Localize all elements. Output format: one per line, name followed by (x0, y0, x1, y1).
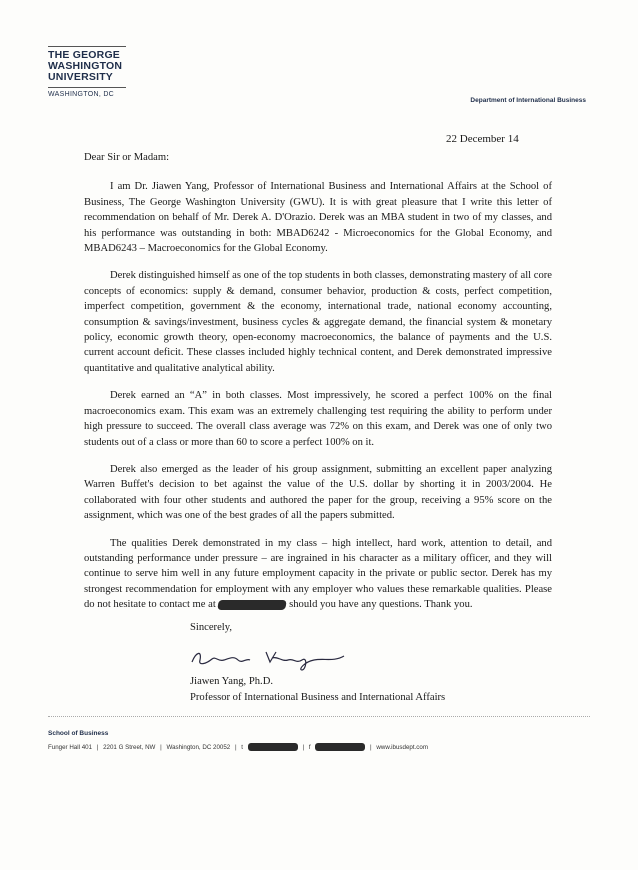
footer-school: School of Business (48, 730, 109, 737)
signer-name: Jiawen Yang, Ph.D. (190, 676, 273, 687)
letter-date: 22 December 14 (446, 133, 519, 145)
logo-line-1: THE GEORGE (48, 49, 121, 61)
logo-city: WASHINGTON, DC (48, 91, 115, 98)
department-name: Department of International Business (470, 97, 586, 104)
paragraph-intro: I am Dr. Jiawen Yang, Professor of International Business and International Affairs at the School of Business, The George Washington University (GWU). It is with great pleasure that I write this letter of recommendation on behalf of Mr. Derek A. D'Orazio. Derek was an MBA student in two of my classes, and his performance was outstanding in both: MBAD6242 - Microeconomics for the Global Economy, and MBAD6243 – Macroeconomics for the Global Economy. (84, 181, 552, 255)
redacted-fax (315, 743, 365, 751)
sincerely-text: Sincerely, (190, 622, 232, 633)
footer-address-2: 2201 G Street, NW (103, 743, 156, 751)
footer-separator: | (370, 743, 372, 751)
logo-line-3: UNIVERSITY (48, 71, 114, 83)
paragraph-recommendation (84, 536, 552, 613)
footer-contact-row (48, 743, 431, 751)
logo-rule-bottom (48, 87, 126, 88)
footer-separator: | (160, 743, 162, 751)
closing-block (190, 620, 445, 706)
recommendation-text: The qualities Derek demonstrated in my class – high intellect, hard work, attention to detail, and outstanding performance under pressure – are ingrained in his character as a military officer, and they will continue to serve him well in any future employment capacity in the private or public sector. Derek has my strongest recommendation for employment with any employer who values these remarkable qualities. Please do not hesitate to contact me at (84, 537, 552, 611)
footer-phone-label: t (241, 743, 244, 751)
footer (48, 730, 431, 751)
redacted-contact (218, 600, 287, 610)
redacted-phone (248, 743, 298, 751)
footer-website[interactable]: www.ibusdept.com (376, 743, 428, 751)
logo-rule-top (48, 46, 126, 47)
footer-fax-label: f (308, 743, 311, 751)
paragraph-distinction: Derek distinguished himself as one of the top students in both classes, demonstrating mastery of all core concepts of economics: supply & demand, consumer behavior, production & costs, perfect competition, imperfect competition, government & the economy, international trade, national economy accounting, consumption & savings/investment, business cycles & aggregate demand, the financial system & monetary policy, economic growth theory, open-economy macroeconomics, the balance of payments and the U.S. current account deficit. These classes included highly technical content, and Derek demonstrated impressive quantitative and qualitative analytical ability. (84, 270, 552, 374)
gwu-logo (48, 46, 126, 98)
signer-title: Professor of International Business and International Affairs (190, 692, 446, 703)
salutation: Dear Sir or Madam: (84, 152, 170, 163)
letter-body (84, 150, 552, 625)
paragraph-group-assignment: Derek also emerged as the leader of his group assignment, submitting an excellent paper analyzing Warren Buffet's decision to bet against the value of the U.S. dollar by shorting it in 2003/2004. He collaborated with four other students and authored the paper for the group, receiving a 95% score on the assignment, which was one of the best grades of all the papers submitted. (84, 463, 552, 522)
footer-divider (48, 716, 590, 717)
logo-line-2: WASHINGTON (48, 60, 123, 72)
footer-separator: | (96, 743, 99, 751)
footer-separator: | (234, 743, 237, 751)
footer-separator: | (302, 743, 305, 751)
footer-address-3: Washington, DC 20052 (166, 743, 231, 751)
paragraph-grades: Derek earned an “A” in both classes. Most impressively, he scored a perfect 100% on the final macroeconomics exam. This exam was an extremely challenging test requiring the ability to perform under high pressure to succeed. The overall class average was 72% on this exam, and Derek was one of only two students out of a class or more than 60 to score a perfect 100% on it. (84, 390, 552, 448)
recommendation-text-end: should you have any questions. Thank you. (289, 599, 473, 611)
footer-address-1: Funger Hall 401 (48, 743, 93, 751)
signature (184, 642, 354, 672)
